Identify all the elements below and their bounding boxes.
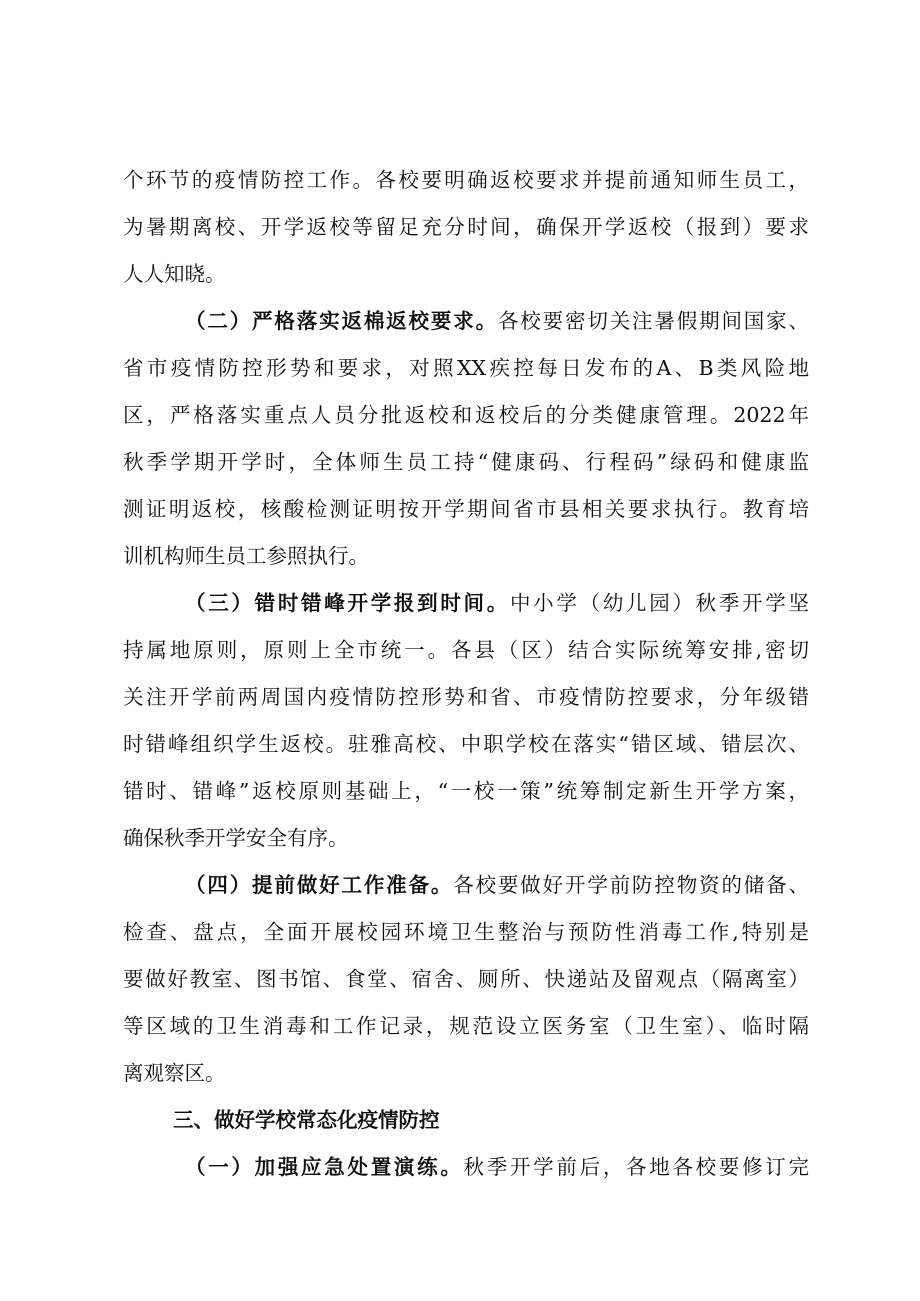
body-text-line: 区，严格落实重点人员分批返校和返校后的分类健康管理。2022年 [123,403,809,427]
body-text-line: 错时、错峰”返校原则基础上，“一校一策”统筹制定新生开学方案， [123,779,809,803]
body-text: 中小学（幼儿园）秋季开学坚 [509,591,810,615]
body-text-line: 为暑期离校、开学返校等留足充分时间，确保开学返校（报到）要求 [123,215,809,239]
body-text: 各校要密切关注暑假期间国家、 [497,309,810,333]
body-text-line: 测证明返校，核酸检测证明按开学期间省市县相关要求执行。教育培 [123,497,809,521]
paragraph-heading-line [185,1152,809,1182]
body-text-line: 持属地原则，原则上全市统一。各县（区）结合实际统筹安排,密切 [123,638,809,662]
body-text: 秋季开学前后，各地各校要修订完 [463,1155,810,1179]
body-text-line: 训机构师生员工参照执行。 [123,544,369,568]
body-text-line: 人人知晓。 [123,262,226,286]
body-text-line: 离观察区。 [123,1061,226,1085]
body-text-line: 要做好教室、图书馆、食堂、宿舍、厕所、快递站及留观点（隔离室） [123,967,809,991]
body-text-line: 检查、盘点，全面开展校园环境卫生整治与预防性消毒工作,特别是 [123,920,809,944]
body-text-line: 确保秋季开学安全有序。 [123,826,349,850]
paragraph-heading: （四）提前做好工作准备。 [185,873,454,897]
paragraph-heading: （三）错时错峰开学报到时间。 [185,591,510,615]
section-heading: 三、做好学校常态化疫情防控 [173,1108,440,1132]
body-text-line: 秋季学期开学时，全体师生员工持“健康码、行程码”绿码和健康监 [123,450,809,474]
body-text-line: 时错峰组织学生返校。驻雅高校、中职学校在落实“错区域、错层次、 [123,732,809,756]
body-text-line: 等区域的卫生消毒和工作记录，规范设立医务室（卫生室）、临时隔 [123,1014,809,1038]
paragraph-heading: （二）严格落实返棉返校要求。 [185,309,498,333]
paragraph-heading-line [185,588,809,618]
body-text-line: 关注开学前两周国内疫情防控形势和省、市疫情防控要求，分年级错 [123,685,809,709]
paragraph-heading-line [185,306,809,336]
body-text-line: 省市疫情防控形势和要求，对照XX疾控每日发布的A、B类风险地 [123,356,809,380]
body-text: 各校要做好开学前防控物资的储备、 [453,873,810,897]
body-text-line: 个环节的疫情防控工作。各校要明确返校要求并提前通知师生员工， [123,168,809,192]
paragraph-heading: （一）加强应急处置演练。 [185,1155,464,1179]
paragraph-heading-line [185,870,809,900]
